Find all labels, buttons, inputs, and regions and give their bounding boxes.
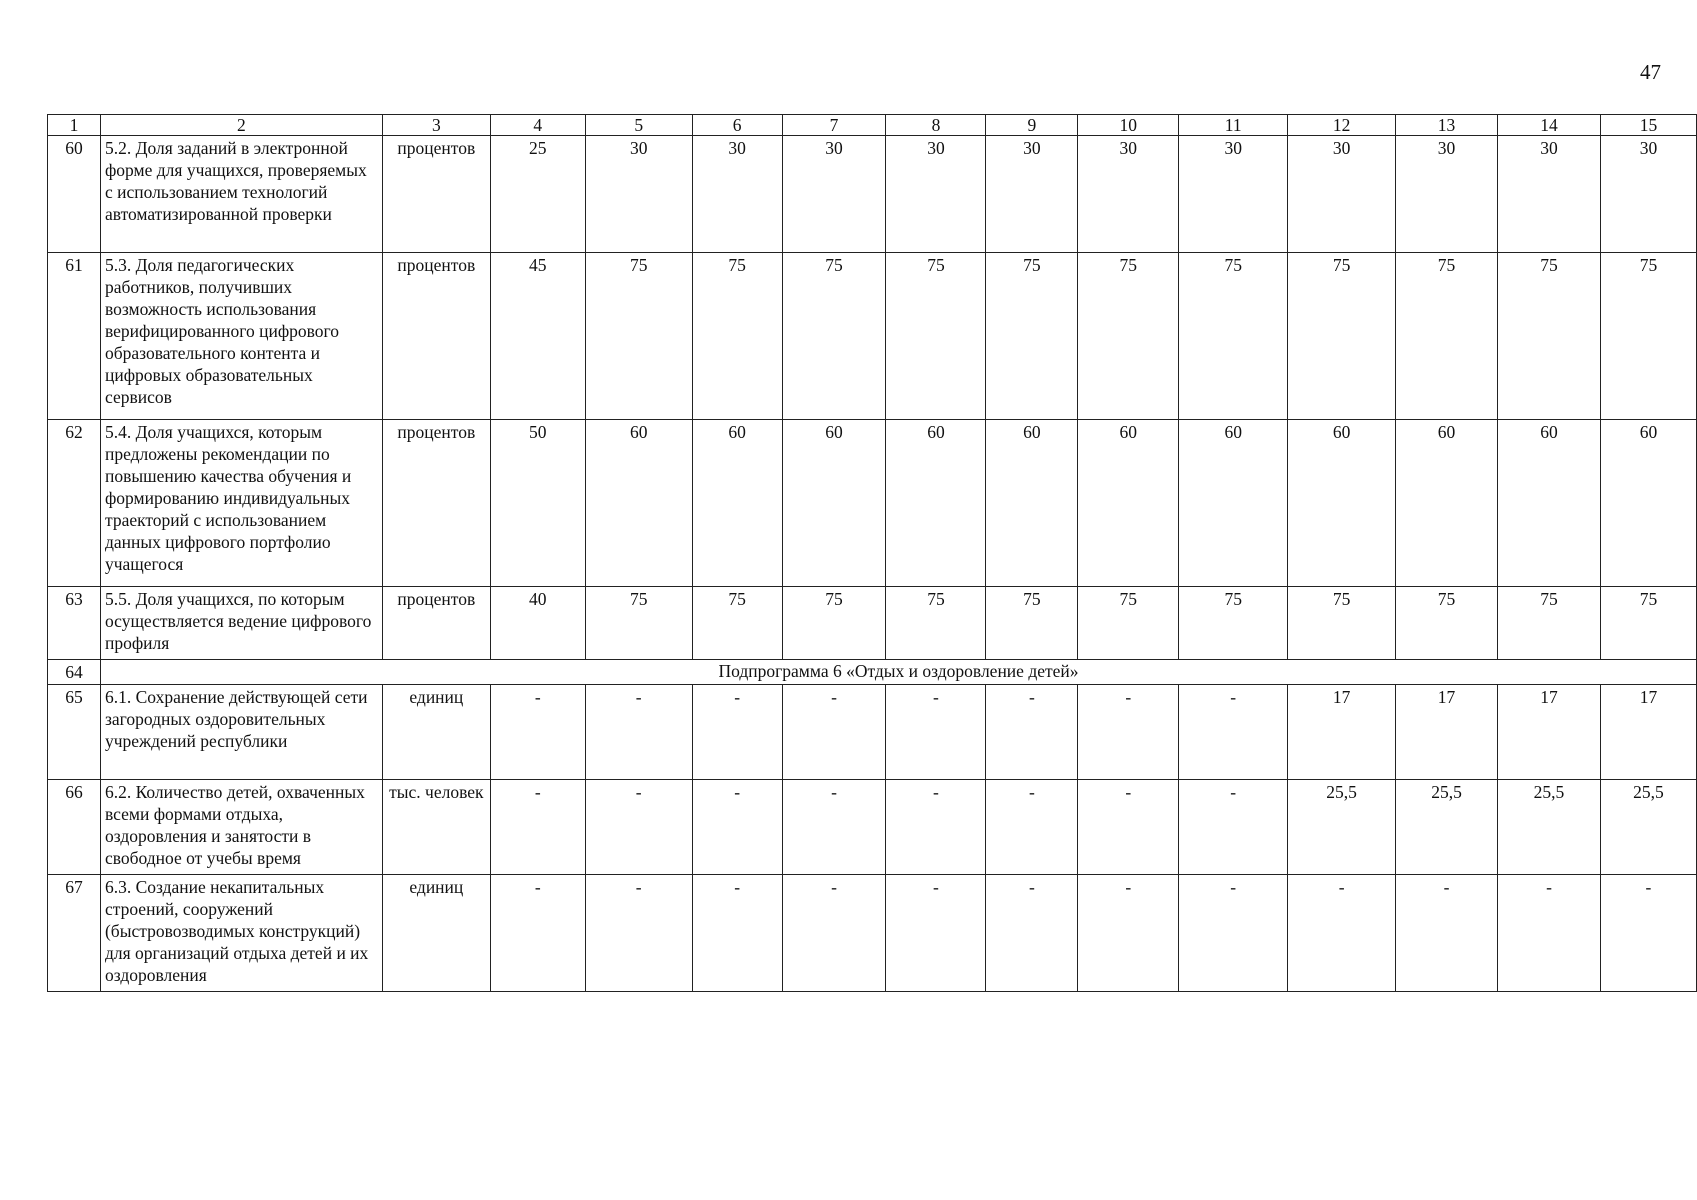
- header-cell: 3: [382, 115, 490, 136]
- value-cell: -: [782, 780, 886, 875]
- value-cell: -: [782, 685, 886, 780]
- value-cell: 75: [886, 587, 986, 660]
- value-cell: 75: [986, 253, 1078, 420]
- row-number: 64: [48, 660, 101, 685]
- value-cell: 60: [1179, 420, 1288, 587]
- unit-cell: процентов: [382, 253, 490, 420]
- header-cell: 2: [100, 115, 382, 136]
- value-cell: -: [986, 685, 1078, 780]
- indicator-name: 6.2. Количество детей, охваченных всеми формами отдыха, оздоровления и занятости в свободное от учебы время: [100, 780, 382, 875]
- value-cell: 30: [1498, 136, 1601, 253]
- table-row: [48, 136, 1697, 253]
- header-cell: 13: [1396, 115, 1498, 136]
- indicator-name: 5.2. Доля заданий в электронной форме для учащихся, проверяемых с использованием технологий автоматизированной проверки: [100, 136, 382, 253]
- header-cell: 8: [886, 115, 986, 136]
- row-number: 60: [48, 136, 101, 253]
- indicator-name: 5.3. Доля педагогических работников, получивших возможность использования верифицированного цифрового образовательного контента и цифровых образовательных сервисов: [100, 253, 382, 420]
- value-cell: 75: [1600, 253, 1696, 420]
- value-cell: -: [986, 875, 1078, 992]
- indicators-table: [47, 114, 1697, 992]
- value-cell: 75: [1600, 587, 1696, 660]
- value-cell: 75: [1396, 587, 1498, 660]
- value-cell: 30: [886, 136, 986, 253]
- unit-cell: единиц: [382, 875, 490, 992]
- value-cell: 75: [1498, 587, 1601, 660]
- header-row: [48, 115, 1697, 136]
- header-cell: 10: [1078, 115, 1179, 136]
- value-cell: -: [1179, 875, 1288, 992]
- value-cell: 75: [692, 587, 782, 660]
- indicator-name: 5.4. Доля учащихся, которым предложены рекомендации по повышению качества обучения и формированию индивидуальных траекторий с использованием данных цифрового портфолио учащегося: [100, 420, 382, 587]
- value-cell: 75: [585, 253, 692, 420]
- value-cell: 75: [1498, 253, 1601, 420]
- header-cell: 7: [782, 115, 886, 136]
- value-cell: -: [490, 685, 585, 780]
- value-cell: 60: [1600, 420, 1696, 587]
- value-cell: 17: [1396, 685, 1498, 780]
- value-cell: -: [886, 780, 986, 875]
- value-cell: -: [886, 685, 986, 780]
- value-cell: 75: [1396, 253, 1498, 420]
- table-row: [48, 780, 1697, 875]
- value-cell: 25,5: [1396, 780, 1498, 875]
- value-cell: -: [585, 875, 692, 992]
- value-cell: 25,5: [1600, 780, 1696, 875]
- indicator-name: 6.1. Сохранение действующей сети загородных оздоровительных учреждений республики: [100, 685, 382, 780]
- value-cell: -: [986, 780, 1078, 875]
- value-cell: 75: [886, 253, 986, 420]
- unit-cell: процентов: [382, 136, 490, 253]
- value-cell: 30: [1179, 136, 1288, 253]
- page-number: 47: [1640, 60, 1661, 84]
- value-cell: 17: [1498, 685, 1601, 780]
- value-cell: -: [490, 875, 585, 992]
- value-cell: 60: [1498, 420, 1601, 587]
- row-number: 67: [48, 875, 101, 992]
- value-cell: 60: [986, 420, 1078, 587]
- value-cell: -: [1179, 780, 1288, 875]
- value-cell: 30: [1600, 136, 1696, 253]
- value-cell: 30: [1396, 136, 1498, 253]
- subprogram-title: Подпрограмма 6 «Отдых и оздоровление детей»: [100, 660, 1696, 685]
- unit-cell: единиц: [382, 685, 490, 780]
- table-row: [48, 420, 1697, 587]
- value-cell: -: [1396, 875, 1498, 992]
- value-cell: 75: [782, 587, 886, 660]
- value-cell: 30: [1288, 136, 1396, 253]
- indicator-name: 5.5. Доля учащихся, по которым осуществляется ведение цифрового профиля: [100, 587, 382, 660]
- value-cell: 75: [1078, 253, 1179, 420]
- value-cell: -: [1179, 685, 1288, 780]
- value-cell: 30: [1078, 136, 1179, 253]
- value-cell: 75: [585, 587, 692, 660]
- row-number: 61: [48, 253, 101, 420]
- value-cell: 75: [1288, 587, 1396, 660]
- header-cell: 9: [986, 115, 1078, 136]
- header-cell: 5: [585, 115, 692, 136]
- header-cell: 14: [1498, 115, 1601, 136]
- header-cell: 15: [1600, 115, 1696, 136]
- row-number: 63: [48, 587, 101, 660]
- row-number: 65: [48, 685, 101, 780]
- value-cell: 60: [782, 420, 886, 587]
- header-cell: 11: [1179, 115, 1288, 136]
- value-cell: 60: [1078, 420, 1179, 587]
- header-cell: 1: [48, 115, 101, 136]
- value-cell: -: [490, 780, 585, 875]
- value-cell: -: [585, 780, 692, 875]
- value-cell: -: [692, 875, 782, 992]
- header-cell: 4: [490, 115, 585, 136]
- table-row: [48, 253, 1697, 420]
- value-cell: -: [1498, 875, 1601, 992]
- value-cell: 60: [886, 420, 986, 587]
- value-cell: 30: [585, 136, 692, 253]
- subprogram-row: [48, 660, 1697, 685]
- value-cell: 75: [782, 253, 886, 420]
- value-cell: 60: [1396, 420, 1498, 587]
- value-cell: 45: [490, 253, 585, 420]
- value-cell: -: [1078, 780, 1179, 875]
- value-cell: 17: [1288, 685, 1396, 780]
- value-cell: 17: [1600, 685, 1696, 780]
- table-row: [48, 587, 1697, 660]
- value-cell: -: [585, 685, 692, 780]
- value-cell: 25,5: [1498, 780, 1601, 875]
- value-cell: -: [1600, 875, 1696, 992]
- value-cell: 75: [986, 587, 1078, 660]
- row-number: 62: [48, 420, 101, 587]
- value-cell: 75: [1288, 253, 1396, 420]
- table-row: [48, 875, 1697, 992]
- unit-cell: процентов: [382, 420, 490, 587]
- value-cell: 75: [692, 253, 782, 420]
- value-cell: -: [692, 780, 782, 875]
- value-cell: -: [886, 875, 986, 992]
- value-cell: 75: [1179, 587, 1288, 660]
- value-cell: 60: [585, 420, 692, 587]
- indicator-name: 6.3. Создание некапитальных строений, сооружений (быстровозводимых конструкций) для организаций отдыха детей и их оздоровления: [100, 875, 382, 992]
- value-cell: 60: [1288, 420, 1396, 587]
- value-cell: 25,5: [1288, 780, 1396, 875]
- value-cell: -: [692, 685, 782, 780]
- value-cell: 25: [490, 136, 585, 253]
- unit-cell: процентов: [382, 587, 490, 660]
- value-cell: 30: [692, 136, 782, 253]
- value-cell: -: [1078, 685, 1179, 780]
- value-cell: -: [782, 875, 886, 992]
- value-cell: 50: [490, 420, 585, 587]
- value-cell: 75: [1078, 587, 1179, 660]
- value-cell: -: [1288, 875, 1396, 992]
- value-cell: 75: [1179, 253, 1288, 420]
- value-cell: -: [1078, 875, 1179, 992]
- row-number: 66: [48, 780, 101, 875]
- value-cell: 30: [782, 136, 886, 253]
- unit-cell: тыс. человек: [382, 780, 490, 875]
- header-cell: 12: [1288, 115, 1396, 136]
- header-cell: 6: [692, 115, 782, 136]
- value-cell: 40: [490, 587, 585, 660]
- table-row: [48, 685, 1697, 780]
- value-cell: 60: [692, 420, 782, 587]
- value-cell: 30: [986, 136, 1078, 253]
